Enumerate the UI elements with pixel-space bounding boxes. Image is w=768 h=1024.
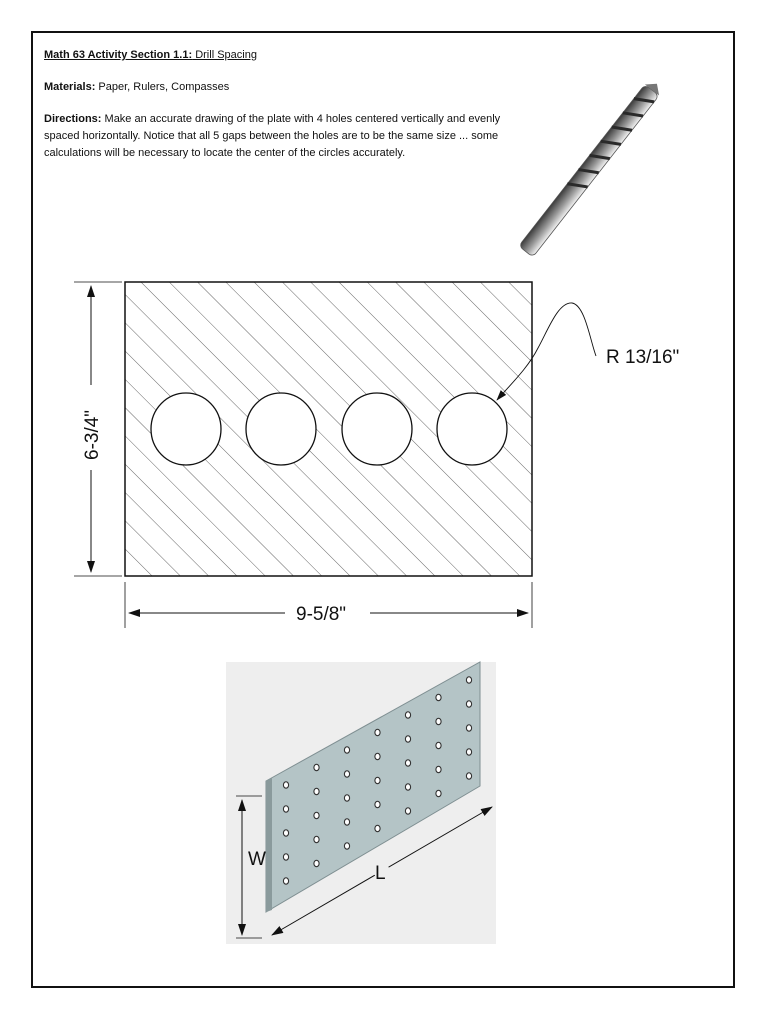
perforation-hole <box>344 747 349 753</box>
perforation-hole <box>375 825 380 831</box>
perforation-hole <box>436 694 441 700</box>
perforation-hole <box>436 766 441 772</box>
perforation-hole <box>344 843 349 849</box>
perforation-hole <box>375 753 380 759</box>
activity-title: Math 63 Activity Section 1.1: Drill Spacing <box>44 49 257 61</box>
perforation-hole <box>466 773 471 779</box>
perforation-hole <box>314 836 319 842</box>
plate-width-label: W <box>248 849 266 870</box>
perforation-hole <box>405 808 410 814</box>
perforation-hole <box>344 771 349 777</box>
perforation-hole <box>283 782 288 788</box>
perforation-hole <box>314 788 319 794</box>
perforation-hole <box>375 801 380 807</box>
perforation-hole <box>466 725 471 731</box>
perforation-hole <box>314 812 319 818</box>
perforation-hole <box>405 712 410 718</box>
perforation-hole <box>283 878 288 884</box>
perforation-hole <box>466 749 471 755</box>
radius-label: R 13/16" <box>606 347 680 368</box>
perforation-hole <box>466 677 471 683</box>
perforation-hole <box>344 819 349 825</box>
height-dimension-label: 6-3/4" <box>82 409 103 460</box>
plate-length-label: L <box>375 863 386 884</box>
width-dimension-label: 9-5/8" <box>296 604 347 625</box>
perforation-hole <box>405 784 410 790</box>
perforation-hole <box>436 742 441 748</box>
perforation-hole <box>344 795 349 801</box>
perforation-hole <box>314 764 319 770</box>
perforation-hole <box>375 729 380 735</box>
perforation-hole <box>375 777 380 783</box>
perforation-hole <box>283 830 288 836</box>
perforation-hole <box>283 854 288 860</box>
perforation-hole <box>283 806 288 812</box>
perforation-hole <box>436 790 441 796</box>
directions-paragraph: Directions: Make an accurate drawing of the plate with 4 holes centered vertically and evenly spaced horizontally. Notice that all 5 gaps between the holes are to be the same size ... some calculations will be necessary to locate the center of the circles accurately. <box>44 113 501 159</box>
perforation-hole <box>314 860 319 866</box>
perforation-hole <box>405 736 410 742</box>
perforation-hole <box>436 718 441 724</box>
perforation-hole <box>466 701 471 707</box>
perforation-hole <box>405 760 410 766</box>
materials-line: Materials: Paper, Rulers, Compasses <box>44 81 230 93</box>
